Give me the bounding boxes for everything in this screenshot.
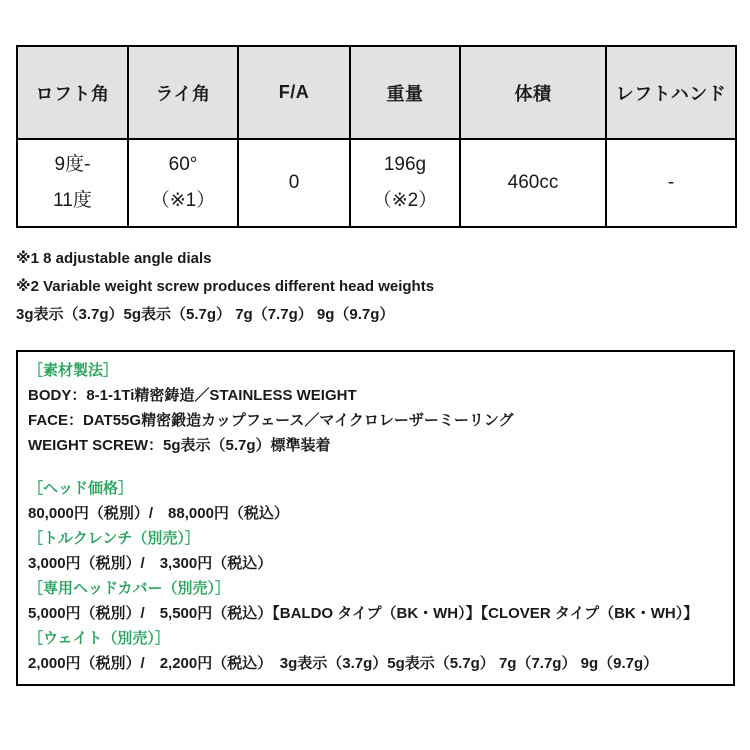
cell-volume — [460, 139, 606, 227]
cell-lie-angle-line2: （※1） — [150, 190, 216, 211]
details-box — [16, 350, 735, 686]
footnote-2: ※2 Variable weight screw produces different head weights — [16, 278, 435, 295]
cell-lie-angle — [128, 139, 238, 227]
footnote-weight-options: 3g表示（3.7g）5g表示（5.7g） 7g（7.7g） 9g（9.7g） — [16, 306, 395, 323]
cell-face-angle — [238, 139, 350, 227]
header-cell-loft-angle: ロフト角 — [17, 46, 128, 139]
section-head-cover — [28, 576, 721, 626]
section-torque-wrench-line: 3,000円（税別）/ 3,300円（税込） — [28, 555, 273, 572]
spec-table-header-row — [17, 46, 736, 139]
cell-left-hand-line1: - — [667, 172, 675, 193]
header-cell-volume: 体積 — [460, 46, 606, 139]
section-material-body-line: BODY：8-1-1Ti精密鋳造／STAINLESS WEIGHT — [28, 387, 357, 404]
footnote-1: ※1 8 adjustable angle dials — [16, 250, 212, 267]
cell-weight-line2: （※2） — [372, 190, 438, 211]
section-weight-option-line: 2,000円（税別）/ 2,200円（税込） 3g表示（3.7g）5g表示（5.7g） 7g（7.7g） 9g（9.7g） — [28, 655, 659, 672]
section-head-cover-line: 5,000円（税別）/ 5,500円（税込）【BALDO タイプ（BK・WH）】【CLOVER タイプ（BK・WH）】 — [28, 605, 699, 622]
section-material — [28, 358, 721, 458]
section-weight-option — [28, 626, 721, 676]
section-weight-option-heading: ［ウェイト（別売）］ — [28, 630, 170, 647]
section-head-price — [28, 476, 721, 526]
header-cell-face-angle: F/A — [238, 46, 350, 139]
section-torque-wrench — [28, 526, 721, 576]
section-material-heading: ［素材製法］ — [28, 362, 119, 379]
cell-weight — [350, 139, 460, 227]
header-cell-left-hand: レフトハンド — [606, 46, 736, 139]
section-material-face-line: FACE：DAT55G精密鍛造カップフェース／マイクロレーザーミーリング — [28, 412, 514, 429]
section-head-price-line: 80,000円（税別）/ 88,000円（税込） — [28, 505, 289, 522]
footnotes — [16, 245, 735, 329]
cell-volume-line1: 460cc — [507, 172, 559, 193]
cell-loft-angle — [17, 139, 128, 227]
cell-weight-line1: 196g — [383, 154, 427, 175]
spec-table-data-row — [17, 139, 736, 227]
cell-face-angle-line1: 0 — [288, 172, 300, 193]
section-head-price-heading: ［ヘッド価格］ — [28, 480, 134, 497]
header-cell-weight: 重量 — [350, 46, 460, 139]
cell-lie-angle-line1: 60° — [168, 154, 198, 175]
section-head-cover-heading: ［専用ヘッドカバー（別売）］ — [28, 580, 231, 597]
section-torque-wrench-heading: ［トルクレンチ（別売）］ — [28, 530, 200, 547]
spec-table — [16, 45, 737, 228]
header-cell-lie-angle: ライ角 — [128, 46, 238, 139]
section-material-weight-screw-line: WEIGHT SCREW：5g表示（5.7g）標準装着 — [28, 437, 331, 454]
cell-loft-angle-line2: 11度 — [53, 190, 92, 211]
cell-left-hand — [606, 139, 736, 227]
cell-loft-angle-line1: 9度- — [54, 154, 91, 175]
